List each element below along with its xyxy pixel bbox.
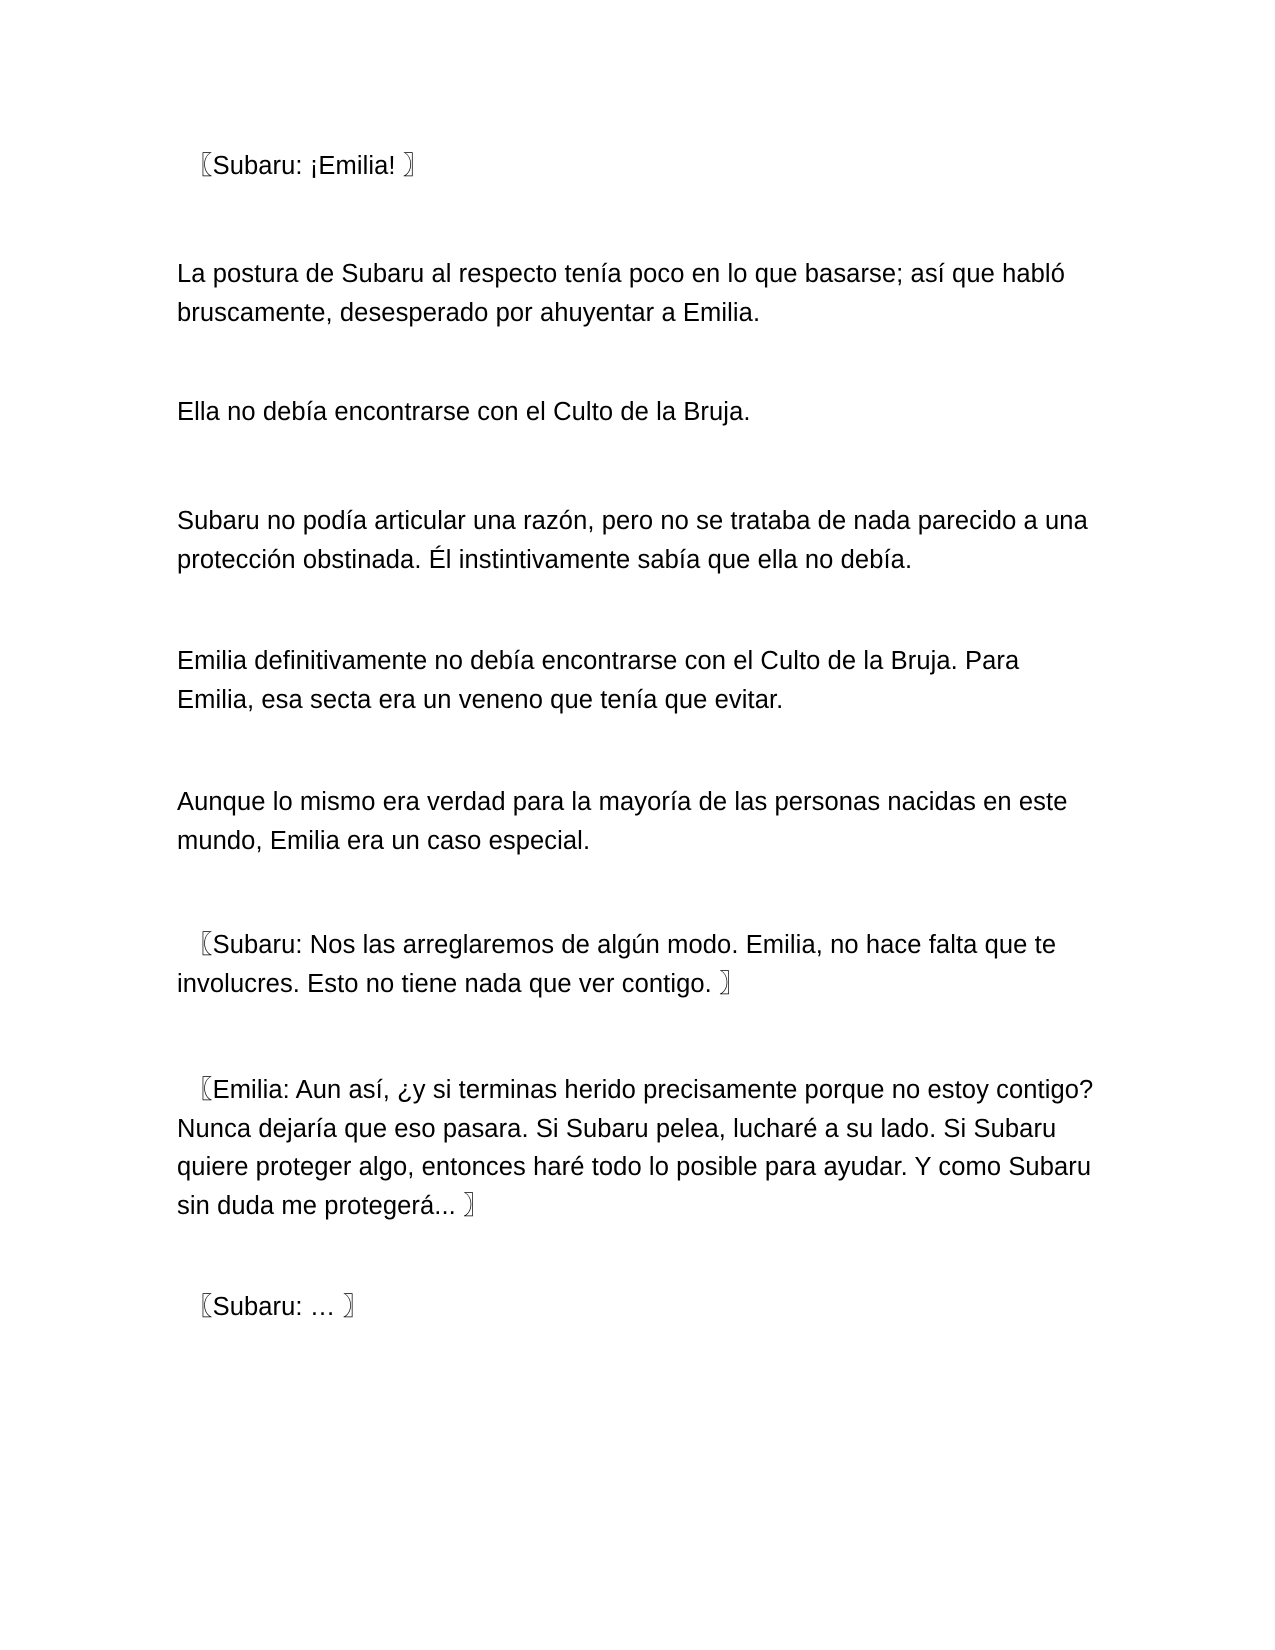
paragraph-subaru-line-3: 〖Subaru: … 〗 — [187, 1293, 369, 1321]
paragraph-narration-3: Subaru no podía articular una razón, pero no se trataba de nada parecido a una protección obstinada. Él instintivamente sabía que ella no debía. — [177, 507, 1088, 574]
paragraph-emilia-line: 〖Emilia: Aun así, ¿y si terminas herido precisamente porque no estoy contigo? Nunca dejaría que eso pasara. Si Subaru pelea, lucharé a su lado. Si Subaru quiere proteger algo, entonces haré todo lo posible para ayudar. Y como Subaru sin duda me protegerá... 〗 — [177, 1076, 1094, 1220]
paragraph-narration-5: Aunque lo mismo era verdad para la mayoría de las personas nacidas en este mundo, Emilia era un caso especial. — [177, 788, 1068, 855]
paragraph-narration-2: Ella no debía encontrarse con el Culto de la Bruja. — [177, 398, 751, 426]
paragraph-narration-4: Emilia definitivamente no debía encontrarse con el Culto de la Bruja. Para Emilia, esa secta era un veneno que tenía que evitar. — [177, 647, 1020, 714]
paragraph-subaru-line-1: 〖Subaru: ¡Emilia! 〗 — [187, 152, 429, 180]
paragraph-narration-1: La postura de Subaru al respecto tenía poco en lo que basarse; así que habló bruscamente, desesperado por ahuyentar a Emilia. — [177, 260, 1065, 327]
paragraph-subaru-line-2: 〖Subaru: Nos las arreglaremos de algún modo. Emilia, no hace falta que te involucres. Esto no tiene nada que ver contigo. 〗 — [177, 931, 1057, 998]
